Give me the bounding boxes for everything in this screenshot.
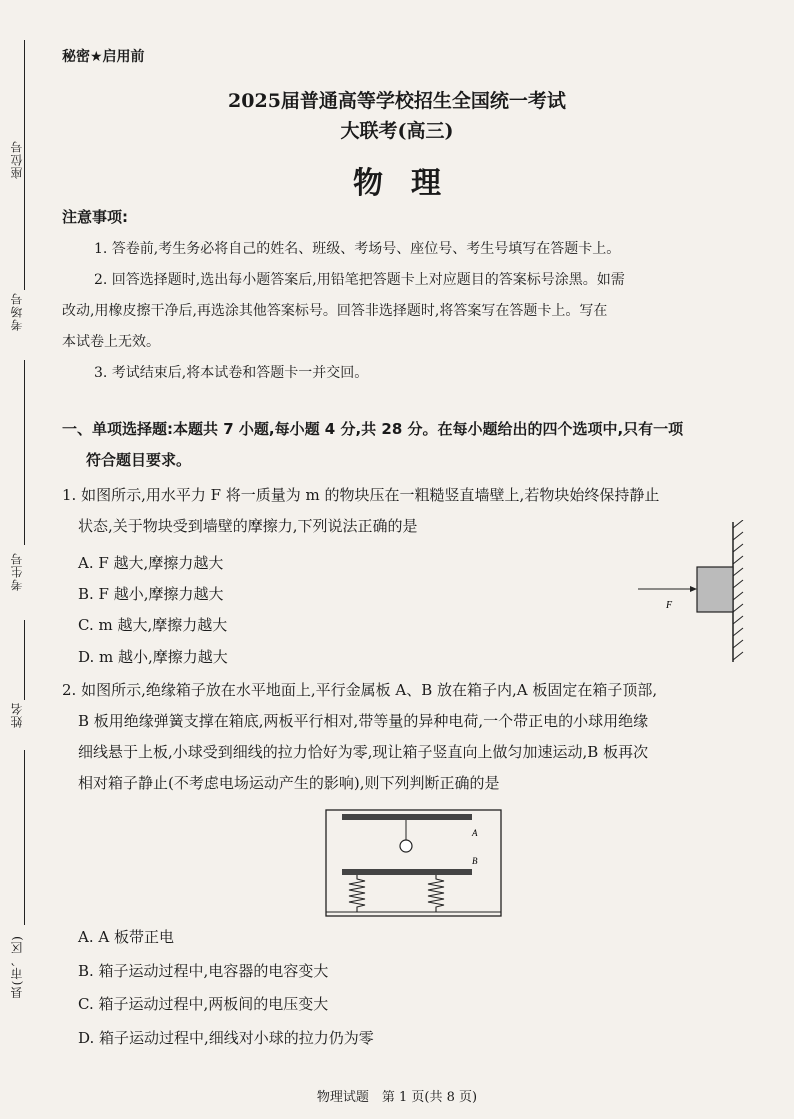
q1-option-a: A. F 越大,摩擦力越大 [78, 554, 224, 572]
seat-number-label: 座位号 [10, 140, 24, 179]
plate-a-label: A [472, 828, 478, 838]
q2-option-a: A. A 板带正电 [78, 928, 174, 946]
page-footer: 物理试题 第 1 页(共 8 页) [316, 1090, 478, 1105]
q1-option-b: B. F 越小,摩擦力越大 [78, 585, 224, 603]
q2-box-figure [324, 808, 504, 920]
margin-line [24, 620, 25, 700]
q1-option-c: C. m 越大,摩擦力越大 [78, 616, 228, 634]
q1-option-d: D. m 越小,摩擦力越大 [78, 648, 228, 666]
plate-a [342, 814, 472, 820]
force-label: F [666, 600, 673, 611]
question-2-stem [62, 675, 752, 799]
section-heading-line: 一、单项选择题:本题共 7 小题,每小题 4 分,共 28 分。在每小题给出的四个选项中,只有一项 [62, 420, 684, 438]
wall-hatching [733, 520, 743, 660]
notice-item: 2. 回答选择题时,选出每小题答案后,用铅笔把答题卡上对应题目的答案标号涂黑。如需 [94, 272, 625, 288]
question-stem-line: 细线悬于上板,小球受到细线的拉力恰好为零,现让箱子竖直向上做匀加速运动,B 板再次 [78, 743, 649, 761]
notice-heading: 注意事项: [62, 208, 128, 226]
plate-b [342, 869, 472, 875]
margin-line [24, 210, 25, 290]
margin-line [24, 40, 25, 210]
exam-title: 2025届普通高等学校招生全国统一考试 [228, 90, 566, 112]
arrow-head-icon [690, 586, 697, 592]
margin-line [24, 750, 25, 925]
q1-wall-figure [636, 520, 766, 665]
exam-subtitle: 大联考(高三) [340, 120, 454, 142]
notice-item: 1. 答卷前,考生务必将自己的姓名、班级、考场号、座位号、考生号填写在答题卡上。 [94, 241, 621, 257]
exam-room-label: 考场号 [10, 292, 24, 331]
question-stem-line: 2. 如图所示,绝缘箱子放在水平地面上,平行金属板 A、B 放在箱子内,A 板固定在箱子顶部, [62, 681, 658, 699]
q2-option-c: C. 箱子运动过程中,两板间的电压变大 [78, 995, 329, 1013]
question-stem-line: B 板用绝缘弹簧支撑在箱底,两板平行相对,带等量的异种电荷,一个带正电的小球用绝缘 [78, 712, 649, 730]
charged-ball [400, 840, 412, 852]
county-label: 县(市、区) [10, 935, 24, 999]
name-label: 姓名 [10, 702, 24, 728]
subject-title: 物理 [353, 166, 469, 201]
notice-item: 3. 考试结束后,将本试卷和答题卡一并交回。 [94, 365, 369, 381]
binding-margin [0, 0, 48, 1119]
notice-list [62, 234, 752, 389]
block-m [697, 567, 733, 612]
spring-left [349, 875, 365, 912]
question-stem-line: 状态,关于物块受到墙壁的摩擦力,下列说法正确的是 [78, 517, 418, 535]
plate-b-label: B [472, 856, 478, 866]
section-heading [62, 414, 752, 476]
section-heading-line: 符合题目要求。 [86, 451, 192, 469]
notice-item: 本试卷上无效。 [62, 334, 160, 350]
margin-line [24, 360, 25, 545]
question-stem-line: 1. 如图所示,用水平力 F 将一质量为 m 的物块压在一粗糙竖直墙壁上,若物块始终保持静止 [62, 486, 660, 504]
q2-option-b: B. 箱子运动过程中,电容器的电容变大 [78, 962, 329, 980]
q2-option-d: D. 箱子运动过程中,细线对小球的拉力仍为零 [78, 1029, 374, 1047]
confidential-mark: 秘密★启用前 [62, 49, 145, 65]
spring-right [428, 875, 444, 912]
candidate-number-label: 考生号 [10, 552, 24, 591]
notice-item: 改动,用橡皮擦干净后,再选涂其他答案标号。回答非选择题时,将答案写在答题卡上。写在 [62, 303, 608, 319]
question-stem-line: 相对箱子静止(不考虑电场运动产生的影响),则下列判断正确的是 [78, 774, 500, 792]
